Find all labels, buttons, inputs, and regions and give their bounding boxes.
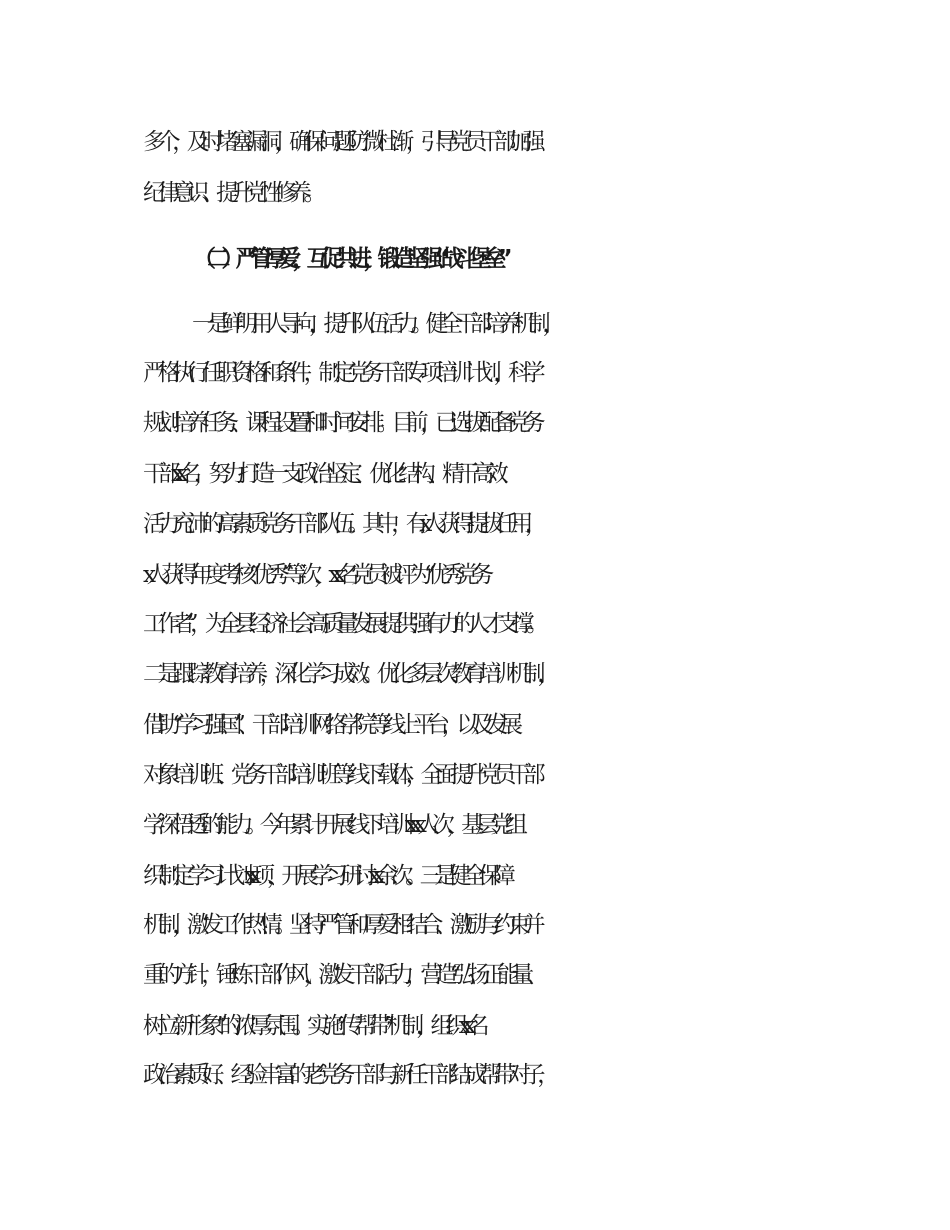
text-line: 政治素质好、经验丰富的老党务干部与新任干部结成帮带对子， bbox=[143, 1062, 552, 1088]
section-heading: （二）严管厚爱，互促共进，锻造坚强“战斗堡垒” bbox=[193, 246, 504, 272]
text-line: 机制，激发工作热情。坚持严管和厚爱相结合、激励与约束并 bbox=[143, 912, 538, 938]
text-line: 规划培养任务、课程设置和时间安排。目前，已选拔配备党务 bbox=[143, 410, 538, 436]
text-line: 多个，及时堵塞漏洞，确保问题防微杜渐，引导党员干部加强 bbox=[143, 129, 538, 155]
text-line: 活力充沛的高素质党务干部队伍。其中，有 x 人获得提拔任用， bbox=[143, 511, 540, 537]
text-line: 学深悟透的能力。今年累计开展线下培训 xxx 人次，基层党组 bbox=[143, 812, 520, 838]
text-line: 对象培训班、党务干部培训班等线下载体，全面提升党员干部 bbox=[143, 762, 538, 788]
text-line: 严格执行任职资格和条件，制定党务干部专项培训计划，科学 bbox=[143, 360, 538, 386]
text-line: 树立新形象”的浓厚氛围。实施“传帮带”机制，组织 xx 名 bbox=[143, 1013, 482, 1039]
text-line: 织制定学习计划 xx 项，开展学习研讨 xx 余次。三是健全保障 bbox=[143, 863, 508, 889]
text-line: 纪律意识、提升党性修养。 bbox=[143, 180, 319, 206]
text-line: x 人获得年度考核“优秀”等次，xx 名党员被评为“优秀党务 bbox=[143, 562, 486, 588]
text-line: 重的方针，锤炼干部作风，激发干部活力，营造“弘扬正能量、 bbox=[143, 962, 541, 988]
text-line: 工作者”，为全县经济社会高质量发展提供强有力的人才支撑。 bbox=[143, 611, 541, 637]
text-line: 一是鲜明用人导向，提升队伍活力。健全干部培养机制， bbox=[192, 311, 558, 337]
text-line: 二是跟踪教育培养，深化学习成效。优化多层次教育培训机制， bbox=[143, 661, 552, 687]
text-line: 借助“学习强国”、干部培训网络学院等线上平台，以及发展 bbox=[143, 712, 515, 738]
text-line: 干部 xx 名，努力打造一支政治坚定、优化结构、精干高效、 bbox=[143, 461, 515, 487]
